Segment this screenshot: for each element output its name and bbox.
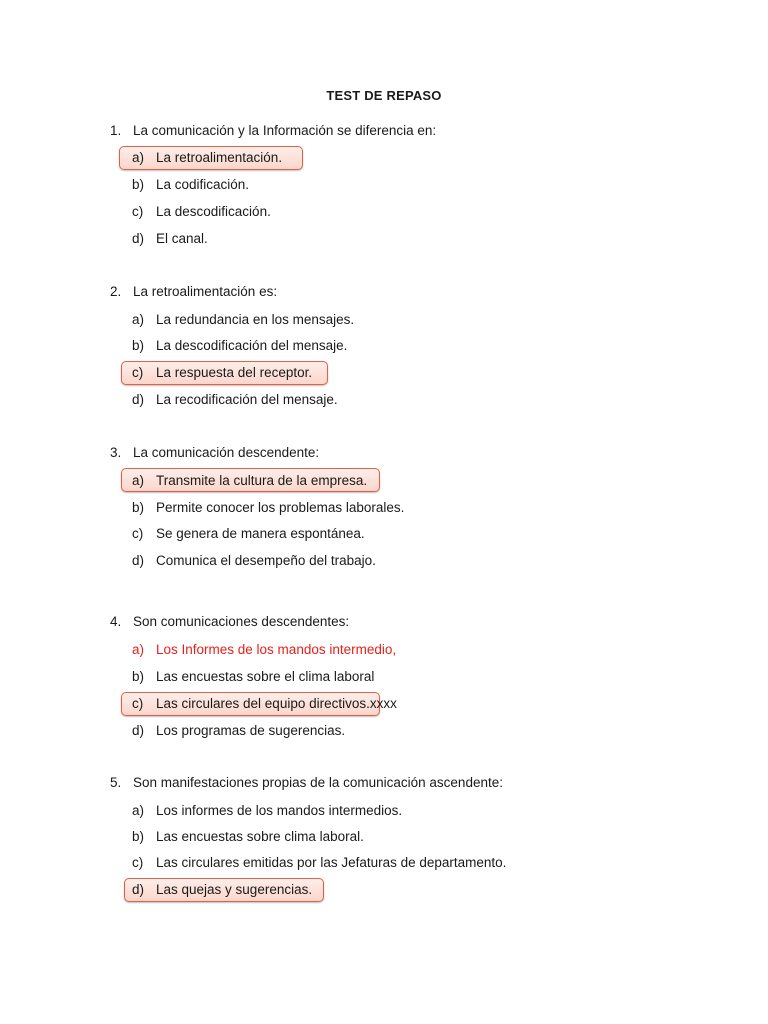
option-letter: b) [132, 338, 145, 353]
option-text: Los informes de los mandos intermedios. [156, 803, 403, 818]
option-letter: c) [132, 204, 144, 219]
option-letter: b) [132, 500, 145, 515]
option-letter: b) [132, 669, 145, 684]
option-5c [132, 853, 506, 873]
option-letter: d) [132, 882, 145, 897]
question-text: La comunicación descendente: [133, 445, 320, 460]
option-2b [132, 336, 347, 356]
option-text: La respuesta del receptor. [156, 365, 313, 380]
question-text: Son comunicaciones descendentes: [133, 614, 350, 629]
option-4d [132, 721, 345, 741]
question-4 [110, 614, 349, 629]
option-letter: c) [132, 696, 144, 711]
option-text: Se genera de manera espontánea. [156, 526, 365, 541]
question-text: La retroalimentación es: [133, 284, 278, 299]
option-letter: a) [132, 473, 145, 488]
question-number: 2. [110, 284, 122, 299]
option-letter: d) [132, 231, 145, 246]
option-letter: d) [132, 553, 145, 568]
question-number: 5. [110, 775, 122, 790]
question-2 [110, 284, 277, 299]
option-text: La descodificación. [156, 204, 271, 219]
option-3c [132, 524, 365, 544]
option-text: Los programas de sugerencias. [156, 723, 346, 738]
option-text: Las encuestas sobre clima laboral. [156, 829, 364, 844]
option-text: Las quejas y sugerencias. [156, 882, 313, 897]
question-text: La comunicación y la Información se diferencia en: [133, 123, 437, 138]
option-text: La recodificación del mensaje. [156, 392, 338, 407]
option-text: La retroalimentación. [156, 150, 283, 165]
option-3d [132, 551, 376, 571]
option-5d [132, 880, 312, 900]
option-2d [132, 390, 338, 410]
option-1d [132, 229, 208, 249]
option-letter: c) [132, 526, 144, 541]
option-5a [132, 801, 402, 821]
option-letter: a) [132, 150, 145, 165]
option-text: Permite conocer los problemas laborales. [156, 500, 405, 515]
option-text: Los Informes de los mandos intermedio, [156, 642, 397, 657]
question-number: 1. [110, 123, 122, 138]
option-text: Comunica el desempeño del trabajo. [156, 553, 376, 568]
option-1b [132, 175, 249, 195]
option-1c [132, 202, 271, 222]
option-letter: d) [132, 723, 145, 738]
option-2c [132, 363, 312, 383]
option-text: La redundancia en los mensajes. [156, 312, 355, 327]
option-5b [132, 827, 364, 847]
option-2a [132, 310, 354, 330]
question-1 [110, 123, 436, 138]
option-text: Las circulares del equipo directivos. [156, 696, 370, 711]
option-letter: b) [132, 829, 145, 844]
option-text: Las encuestas sobre el clima laboral [156, 669, 375, 684]
option-letter: a) [132, 642, 145, 657]
option-1a [132, 148, 282, 168]
option-letter: b) [132, 177, 145, 192]
option-letter: a) [132, 803, 145, 818]
question-number: 3. [110, 445, 122, 460]
option-3a [132, 471, 367, 491]
option-text: La codificación. [156, 177, 250, 192]
question-5 [110, 775, 503, 790]
option-letter: c) [132, 365, 144, 380]
option-letter: d) [132, 392, 145, 407]
option-3b [132, 498, 404, 518]
option-text: Transmite la cultura de la empresa. [156, 473, 368, 488]
option-4a [132, 640, 396, 660]
question-number: 4. [110, 614, 122, 629]
question-3 [110, 445, 319, 460]
option-text: El canal. [156, 231, 208, 246]
option-text: Las circulares emitidas por las Jefaturas de departamento. [156, 855, 507, 870]
option-4b [132, 667, 374, 687]
option-text: La descodificación del mensaje. [156, 338, 348, 353]
option-letter: a) [132, 312, 145, 327]
option-suffix: xxxx [369, 696, 397, 711]
question-text: Son manifestaciones propias de la comunicación ascendente: [133, 775, 503, 790]
document-title: TEST DE REPASO [326, 88, 442, 103]
option-letter: c) [132, 855, 144, 870]
option-4c [132, 694, 397, 714]
